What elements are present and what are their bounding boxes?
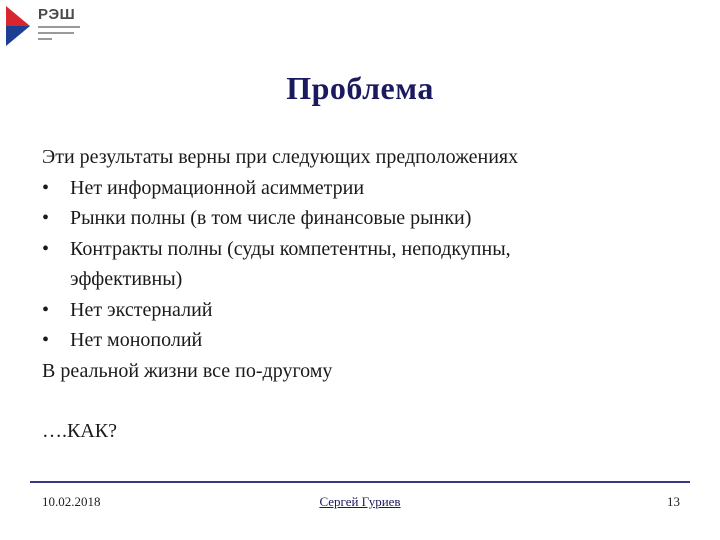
bullet-icon: • (42, 237, 50, 260)
nes-logo (6, 6, 86, 46)
bullet-item: • Рынки полны (в том числе финансовые рынки) (42, 203, 702, 234)
bullet-item: • Контракты полны (суды компетентны, неподкупны, (42, 234, 702, 265)
logo-text: РЭШ (38, 6, 76, 23)
footer-date: 10.02.2018 (42, 494, 101, 509)
bullet-continuation: эффективны) (70, 268, 183, 290)
bullet-item: • Нет информационной асимметрии (42, 173, 702, 204)
footer-page-number: 13 (667, 494, 680, 509)
outro-text: В реальной жизни все по-другому (42, 359, 333, 382)
bullet-item: • Нет экстерналий (42, 295, 702, 326)
intro-text: Эти результаты верны при следующих предположениях (42, 146, 519, 168)
bullet-item: • Нет монополий (42, 325, 702, 356)
logo-subtitle-lines (38, 26, 80, 44)
nes-logo-mark-icon (6, 6, 34, 46)
footer-author: Сергей Гуриев (319, 494, 401, 509)
footer-divider (30, 481, 690, 483)
bullet-icon: • (42, 298, 50, 321)
slide-title: Проблема (286, 70, 434, 106)
question-text: ….КАК? (42, 420, 117, 442)
bullet-icon: • (42, 207, 50, 229)
bullet-icon: • (42, 329, 50, 351)
bullet-icon: • (42, 176, 50, 199)
slide-content (42, 142, 702, 447)
